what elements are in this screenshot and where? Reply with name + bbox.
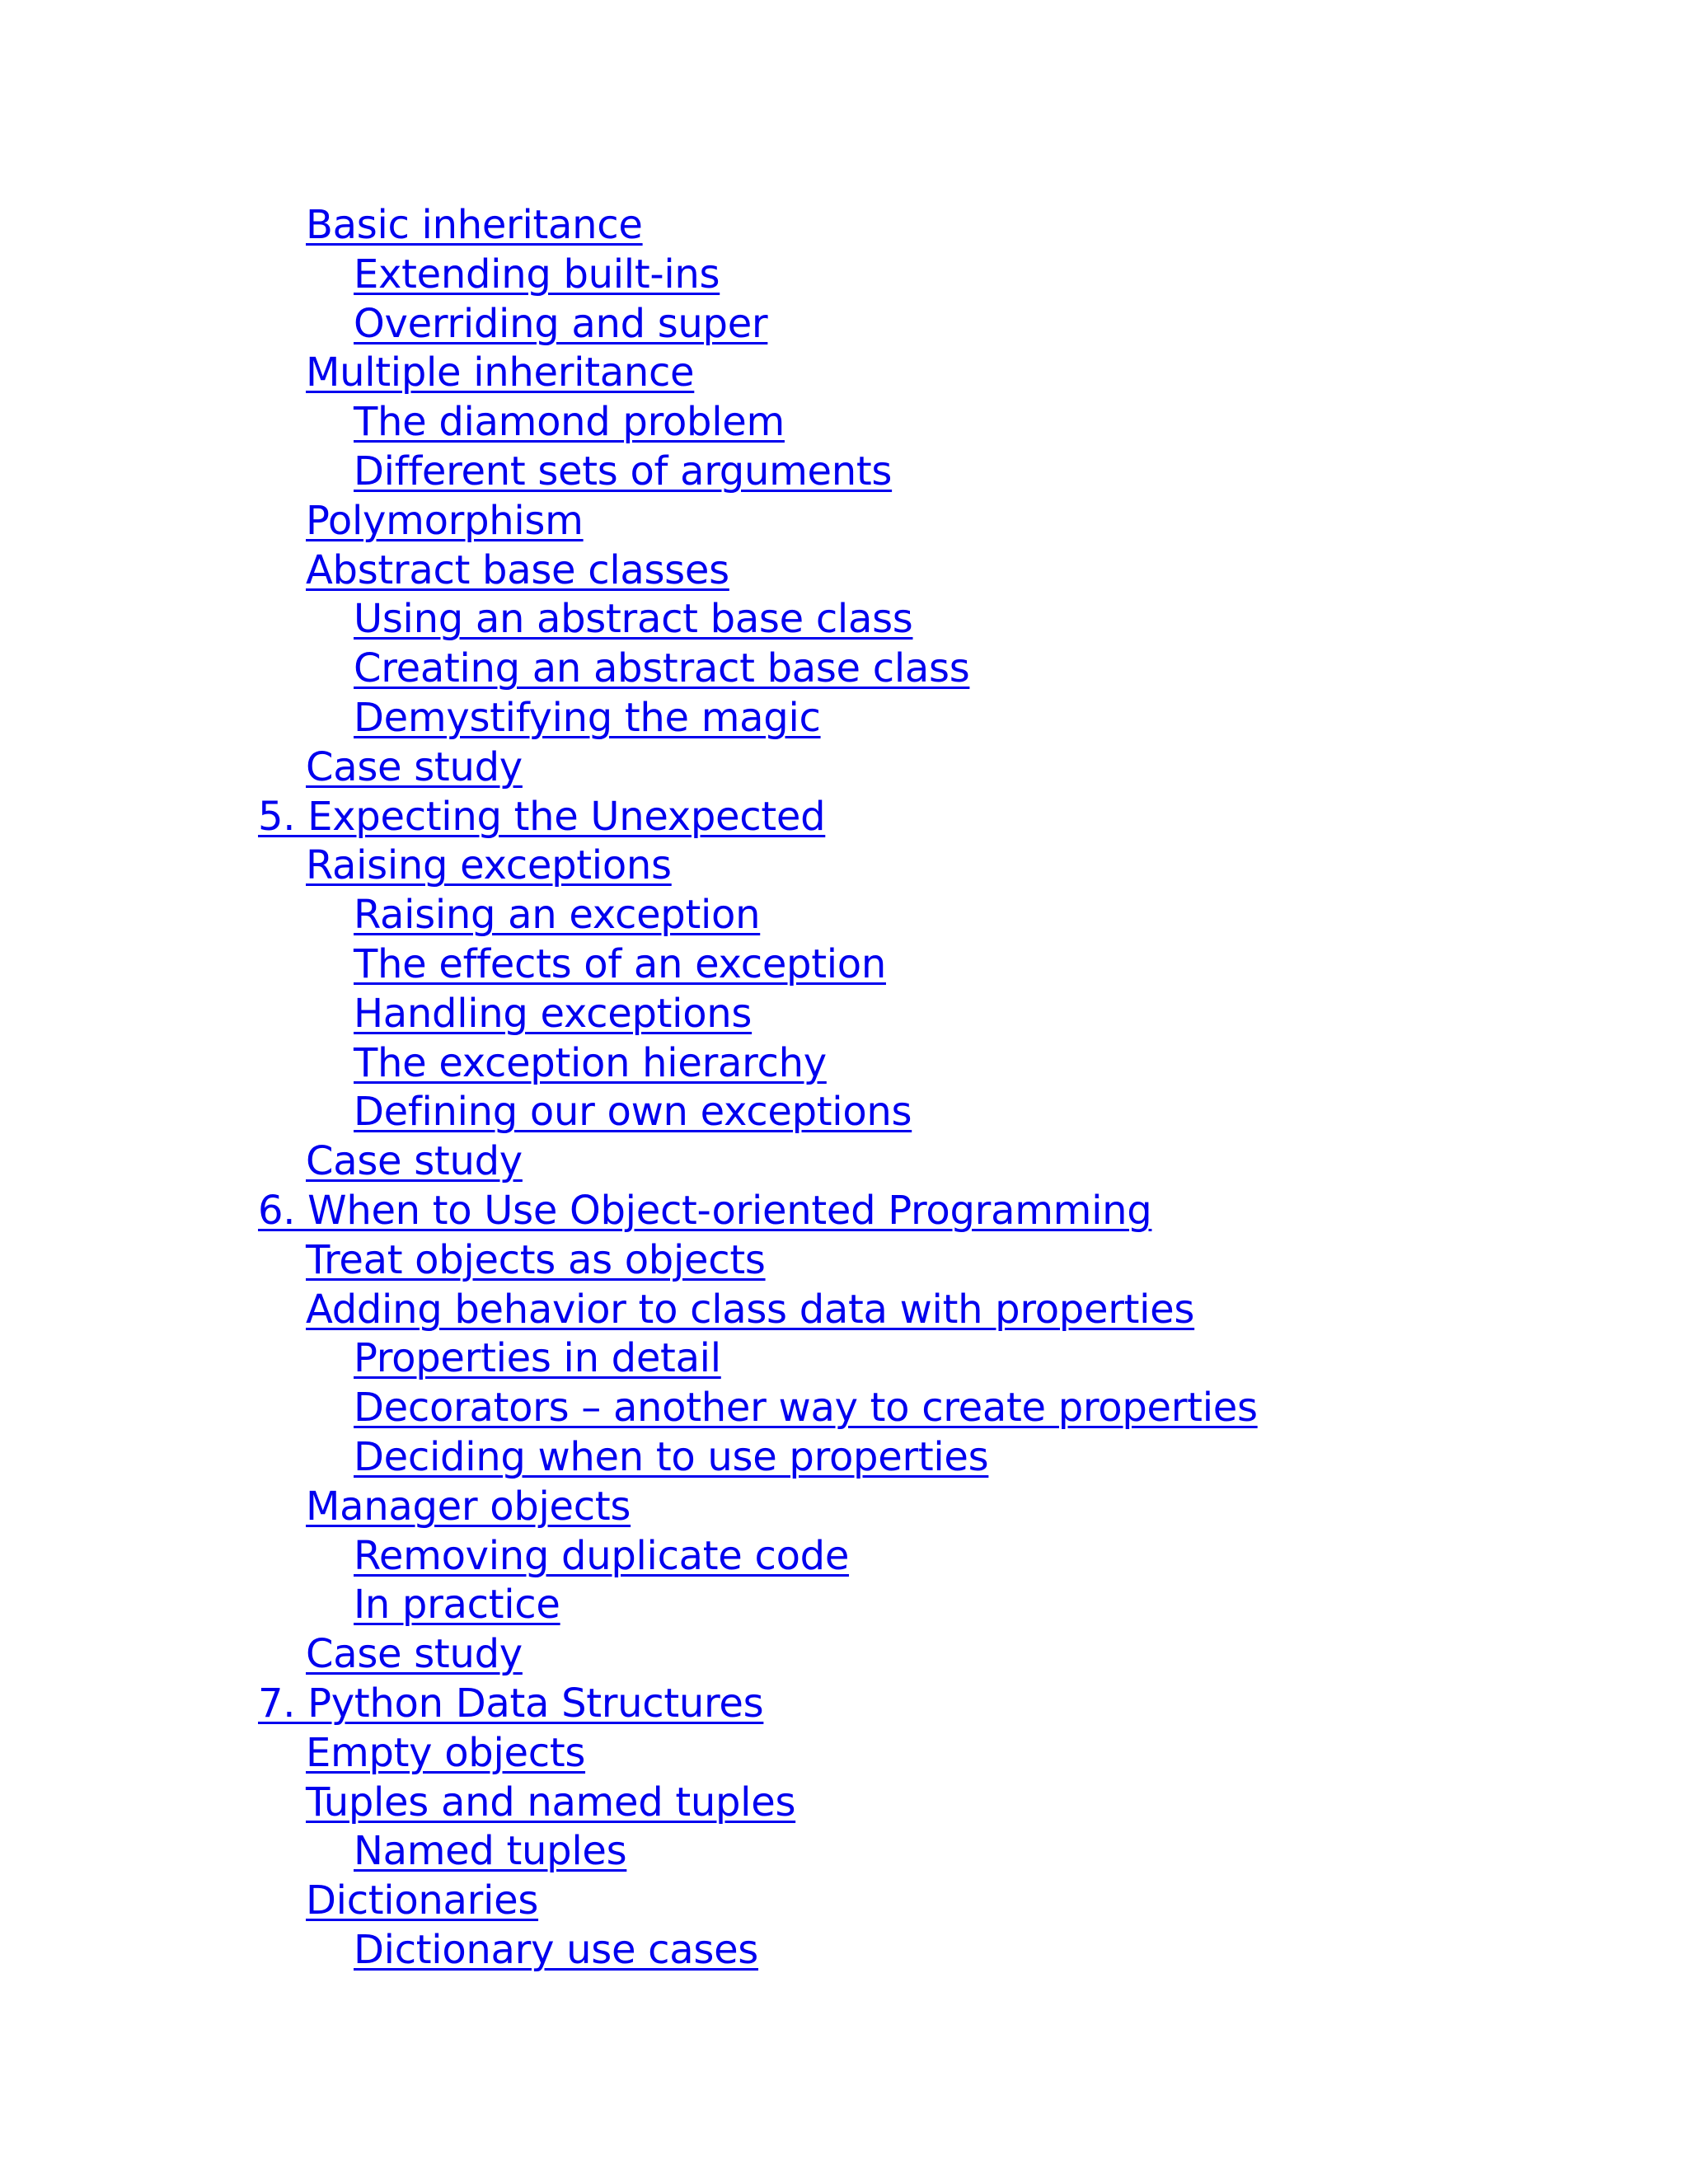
toc-entry [0,1532,1688,1582]
toc-subsection-link[interactable]: The diamond problem [354,399,785,446]
toc-section-link[interactable]: Case study [306,743,523,790]
toc-entry [0,1779,1688,1828]
toc-entry [0,1827,1688,1877]
toc-entry [0,1630,1688,1680]
toc-subsection-link[interactable]: Overriding and super [354,300,768,347]
toc-entry [0,448,1688,497]
toc-entry [0,300,1688,349]
toc-entry [0,1877,1688,1926]
toc-entry [0,1729,1688,1779]
toc-entry [0,644,1688,694]
toc-entry [0,1088,1688,1137]
toc-subsection-link[interactable]: The exception hierarchy [354,1039,827,1086]
toc-entry [0,1581,1688,1630]
toc-section-link[interactable]: Case study [306,1631,523,1678]
toc-entry [0,201,1688,251]
toc-section-link[interactable]: Dictionaries [306,1877,539,1924]
toc-subsection-link[interactable]: The effects of an exception [354,940,886,987]
toc-subsection-link[interactable]: Named tuples [354,1828,627,1875]
toc-subsection-link[interactable]: Handling exceptions [354,990,753,1037]
toc-chapter-link[interactable]: 6. When to Use Object-oriented Programming [258,1187,1152,1234]
toc-entry [0,891,1688,940]
toc-subsection-link[interactable]: Demystifying the magic [354,694,821,741]
toc-entry [0,1039,1688,1089]
toc-entry [0,1680,1688,1729]
toc-section-link[interactable]: Multiple inheritance [306,349,695,396]
toc-chapter-link[interactable]: 7. Python Data Structures [258,1680,764,1727]
toc-subsection-link[interactable]: Raising an exception [354,892,761,939]
toc-subsection-link[interactable]: Dictionary use cases [354,1926,759,1973]
toc-section-link[interactable]: Case study [306,1138,523,1185]
toc-entry [0,1384,1688,1433]
toc-section-link[interactable]: Manager objects [306,1483,631,1530]
toc-entry [0,1483,1688,1532]
toc-entry [0,1926,1688,1975]
toc-entry [0,595,1688,644]
table-of-contents [0,201,1688,1975]
toc-chapter-link[interactable]: 5. Expecting the Unexpected [258,793,826,840]
toc-subsection-link[interactable]: Using an abstract base class [354,596,913,643]
toc-entry [0,497,1688,546]
toc-entry [0,694,1688,743]
toc-entry [0,398,1688,448]
toc-entry [0,349,1688,398]
toc-entry [0,1187,1688,1236]
toc-entry [0,1286,1688,1335]
toc-subsection-link[interactable]: Properties in detail [354,1335,721,1382]
toc-section-link[interactable]: Raising exceptions [306,842,672,889]
toc-entry [0,1137,1688,1187]
toc-subsection-link[interactable]: Removing duplicate code [354,1532,850,1579]
toc-subsection-link[interactable]: Decorators – another way to create properties [354,1385,1258,1432]
toc-subsection-link[interactable]: Different sets of arguments [354,448,893,494]
toc-entry [0,1236,1688,1286]
toc-entry [0,990,1688,1039]
toc-section-link[interactable]: Empty objects [306,1729,586,1776]
toc-entry [0,743,1688,793]
toc-entry [0,546,1688,596]
toc-section-link[interactable]: Polymorphism [306,497,584,544]
toc-entry [0,793,1688,842]
toc-subsection-link[interactable]: Extending built-ins [354,251,720,298]
toc-subsection-link[interactable]: Creating an abstract base class [354,645,970,692]
toc-section-link[interactable]: Tuples and named tuples [306,1779,796,1825]
toc-subsection-link[interactable]: In practice [354,1582,560,1629]
toc-entry [0,940,1688,990]
toc-section-link[interactable]: Basic inheritance [306,202,643,248]
toc-subsection-link[interactable]: Defining our own exceptions [354,1089,912,1136]
toc-section-link[interactable]: Adding behavior to class data with properties [306,1286,1195,1333]
toc-section-link[interactable]: Abstract base classes [306,546,729,593]
toc-entry [0,841,1688,891]
toc-section-link[interactable]: Treat objects as objects [306,1236,766,1283]
toc-entry [0,1433,1688,1483]
toc-entry [0,1334,1688,1384]
toc-entry [0,251,1688,300]
toc-subsection-link[interactable]: Deciding when to use properties [354,1433,989,1480]
